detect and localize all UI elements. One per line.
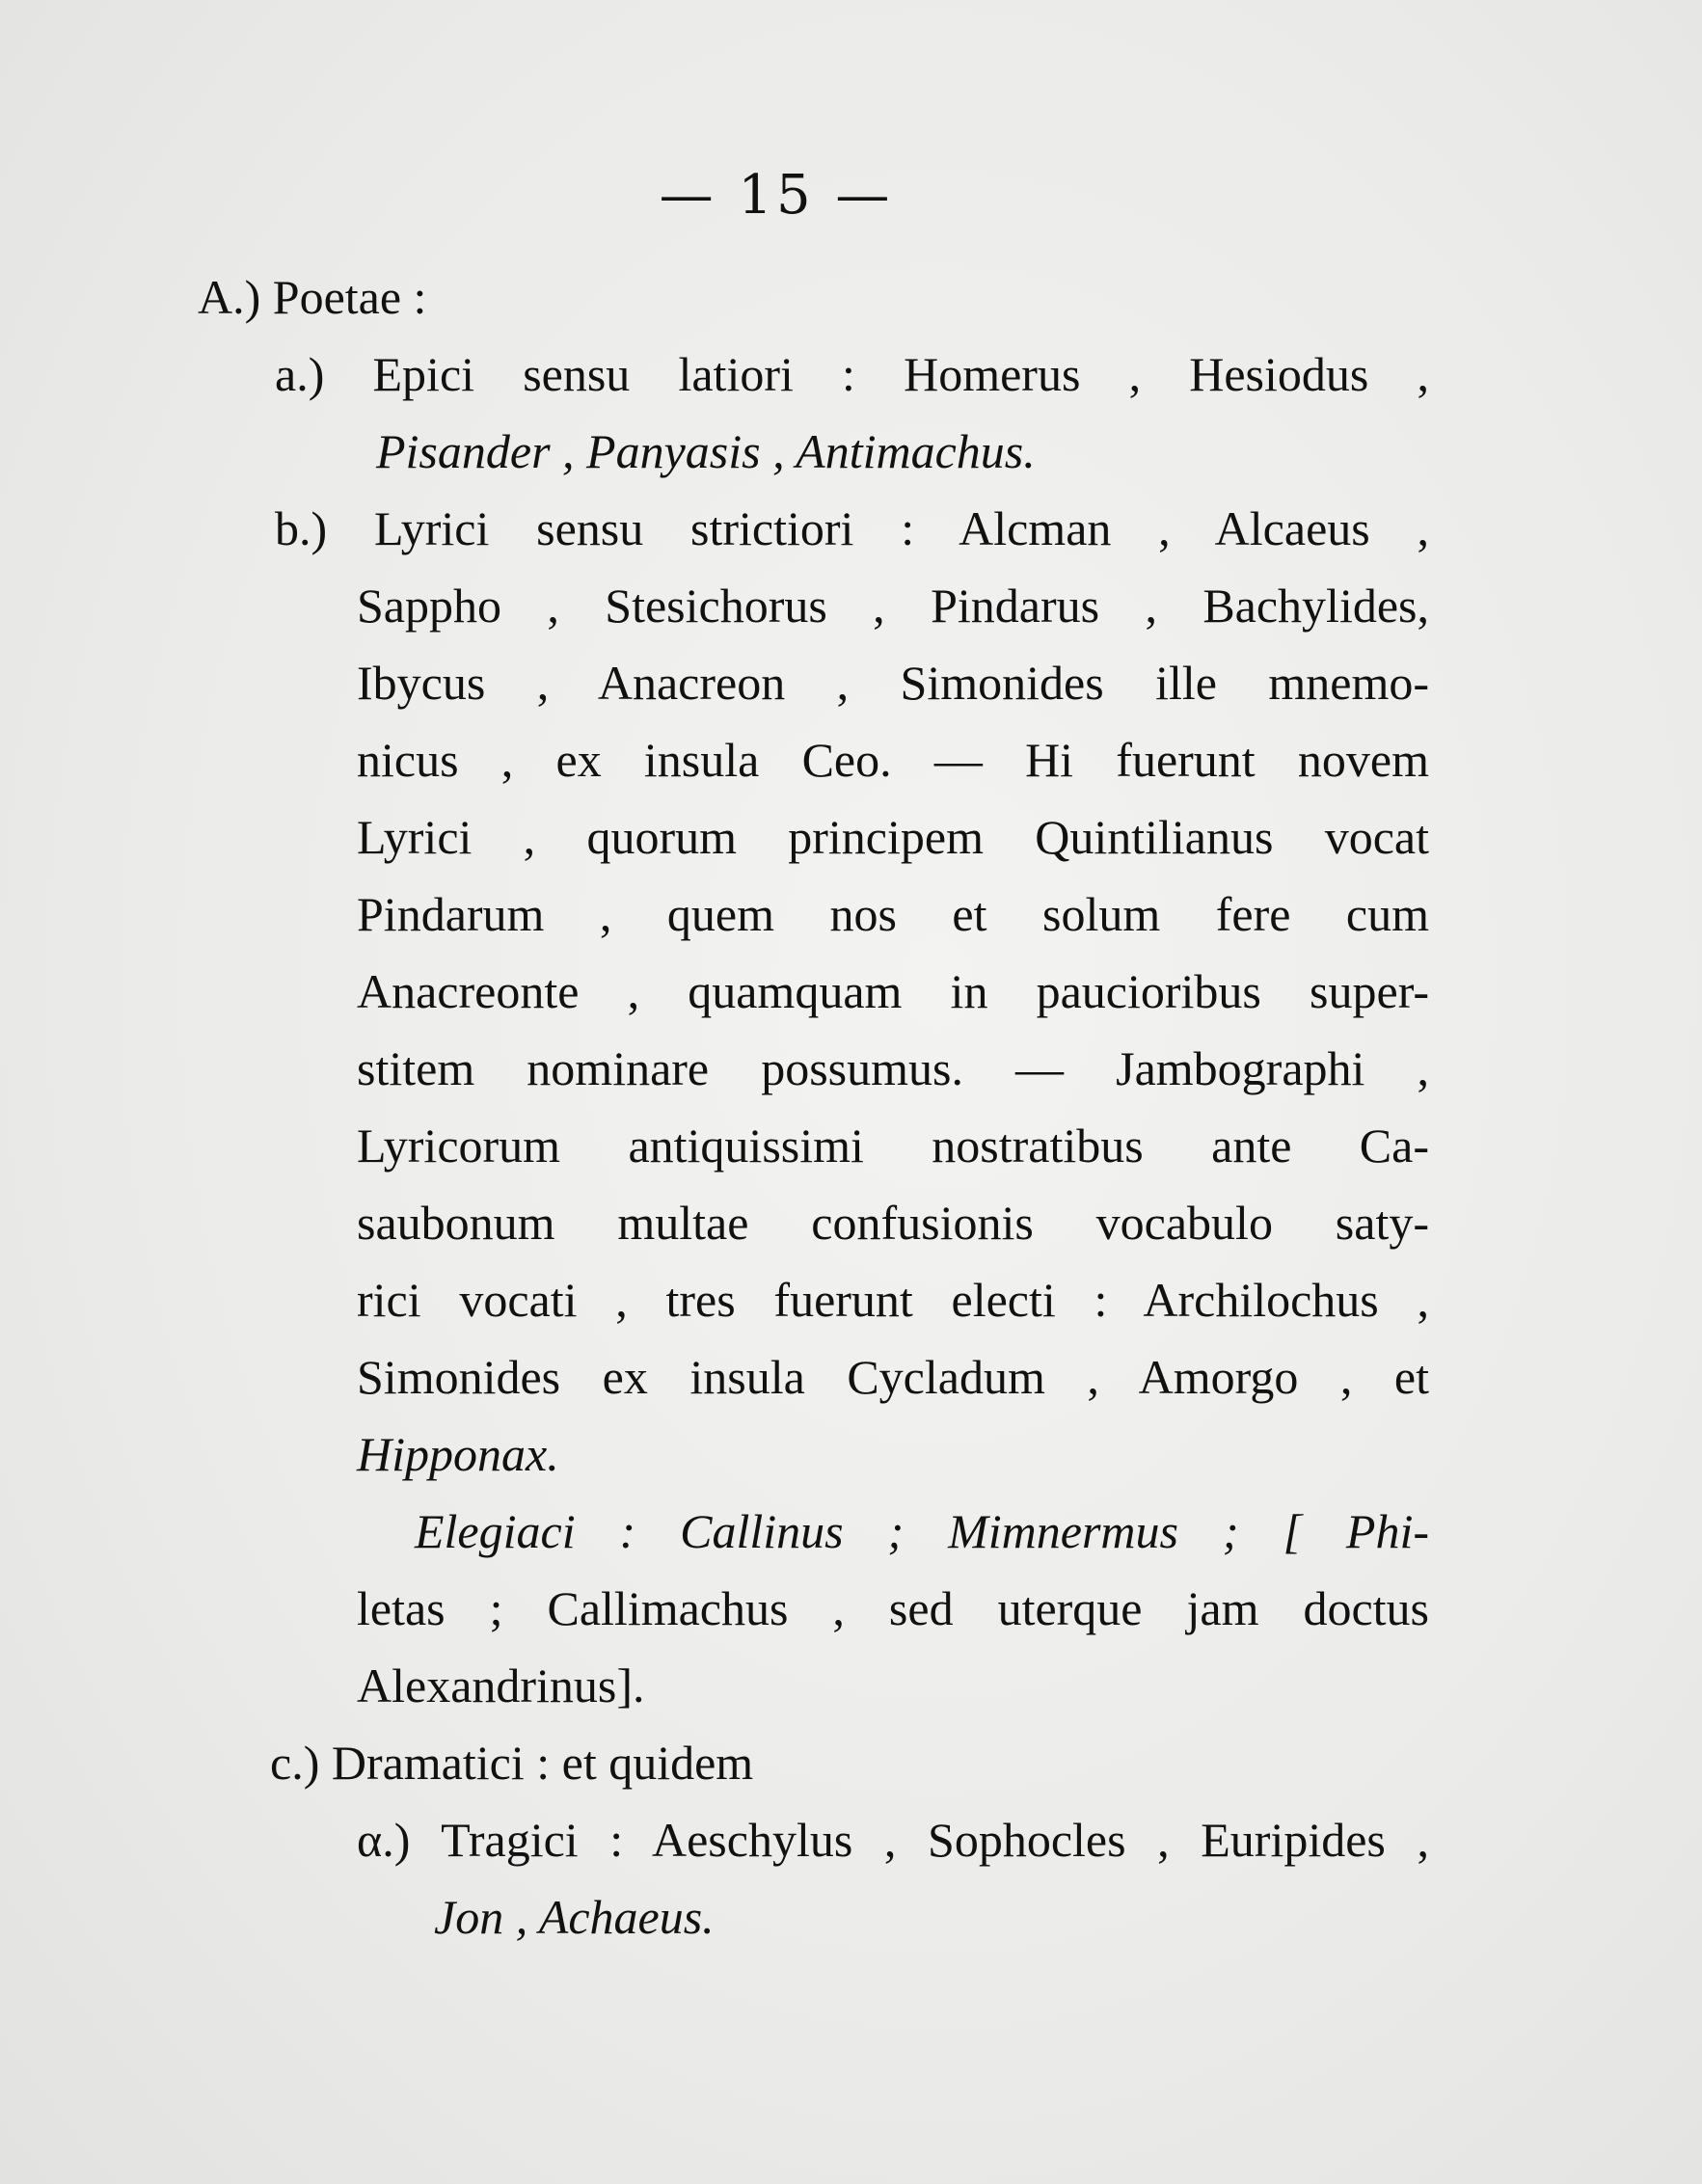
text-line (357, 1813, 1429, 1867)
text-line (357, 733, 1429, 787)
line-text: Ibycus , Anacreon , Simonides ille mnemo- (357, 656, 1429, 710)
line-text: Jon , Achaeus. (434, 1890, 715, 1944)
line-text: rici vocati , tres fuerunt electi : Archilochus , (357, 1273, 1429, 1327)
text-line (275, 347, 1429, 401)
line-text: Lyrici , quorum principem Quintilianus vocat (357, 810, 1429, 864)
text-line (357, 1427, 559, 1481)
item-label: c.) (270, 1736, 320, 1790)
text-line (357, 887, 1429, 941)
item-label: α.) (357, 1813, 411, 1867)
text-line (357, 1273, 1429, 1327)
item-label: a.) (275, 347, 325, 401)
text-line (357, 656, 1429, 710)
line-text: Lyricorum antiquissimi nostratibus ante Ca- (357, 1119, 1429, 1173)
text-line (270, 1736, 754, 1790)
line-text: Lyrici sensu strictiori : Alcman , Alcaeus , (373, 501, 1429, 555)
text-line (415, 1504, 1429, 1558)
line-text: Pisander , Panyasis , Antimachus. (376, 424, 1036, 478)
text-line (357, 1041, 1429, 1095)
line-text: nicus , ex insula Ceo. — Hi fuerunt novem (357, 733, 1429, 787)
line-text: letas ; Callimachus , sed uterque jam doctus (357, 1581, 1429, 1635)
line-text: Dramatici : et quidem (331, 1736, 754, 1790)
section-heading (198, 270, 427, 324)
text-line (357, 964, 1429, 1018)
line-text: Sappho , Stesichorus , Pindarus , Bachylides, (357, 579, 1429, 633)
line-text: Hipponax. (357, 1427, 559, 1481)
line-text: Tragici : Aeschylus , Sophocles , Euripides , (441, 1813, 1429, 1867)
text-line (357, 1350, 1429, 1404)
line-text: Alexandrinus]. (357, 1658, 645, 1712)
line-text: saubonum multae confusionis vocabulo saty- (357, 1196, 1429, 1250)
text-line (357, 810, 1429, 864)
line-text: Epici sensu latiori : Homerus , Hesiodus , (372, 347, 1429, 401)
page-number: — 15 — (659, 164, 894, 227)
line-text: Anacreonte , quamquam in paucioribus super- (357, 964, 1429, 1018)
item-label: b.) (275, 501, 328, 555)
line-text: stitem nominare possumus. — Jambographi , (357, 1041, 1429, 1095)
text-line (434, 1890, 715, 1944)
text-line (357, 1196, 1429, 1250)
text-line (357, 1658, 645, 1712)
line-text: Pindarum , quem nos et solum fere cum (357, 887, 1429, 941)
text-line (376, 424, 1036, 478)
text-line (357, 1119, 1429, 1173)
text-line (357, 579, 1429, 633)
text-line (357, 1581, 1429, 1635)
text-line (275, 501, 1429, 555)
line-text: Simonides ex insula Cycladum , Amorgo , et (357, 1350, 1429, 1404)
line-text: A.) Poetae : (198, 270, 427, 324)
line-text: Elegiaci : Callinus ; Mimnermus ; [ Phi- (415, 1504, 1429, 1558)
